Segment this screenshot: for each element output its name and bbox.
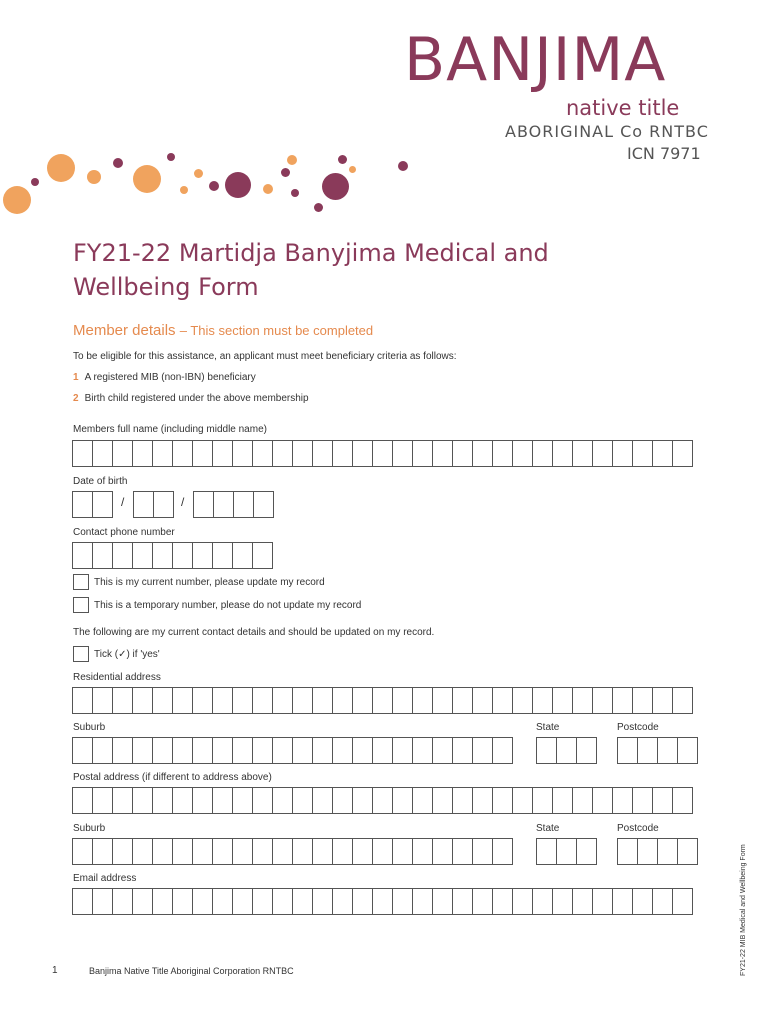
char-box[interactable]	[233, 787, 253, 814]
char-box[interactable]	[93, 687, 113, 714]
postal-postcode-field[interactable]	[617, 838, 698, 865]
char-box[interactable]	[353, 737, 373, 764]
char-box[interactable]	[353, 888, 373, 915]
char-box[interactable]	[373, 737, 393, 764]
char-box[interactable]	[134, 491, 154, 518]
char-box[interactable]	[413, 440, 433, 467]
char-box[interactable]	[313, 838, 333, 865]
char-box[interactable]	[613, 787, 633, 814]
dot	[263, 184, 273, 194]
criteria-number: 1	[73, 372, 79, 383]
char-box[interactable]	[618, 737, 638, 764]
char-box[interactable]	[153, 440, 173, 467]
char-box[interactable]	[234, 491, 254, 518]
char-box[interactable]	[493, 787, 513, 814]
char-box[interactable]	[373, 838, 393, 865]
char-box[interactable]	[653, 440, 673, 467]
full-name-field[interactable]	[72, 440, 693, 467]
char-box[interactable]	[213, 440, 233, 467]
char-box[interactable]	[193, 542, 213, 569]
char-box[interactable]	[473, 737, 493, 764]
char-box[interactable]	[673, 787, 693, 814]
char-box[interactable]	[253, 440, 273, 467]
dot	[167, 153, 175, 161]
char-box[interactable]	[573, 440, 593, 467]
logo-subtitle: native title	[566, 96, 680, 120]
char-box[interactable]	[433, 737, 453, 764]
char-box[interactable]	[313, 687, 333, 714]
residential-label: Residential address	[73, 672, 161, 683]
section-heading-sub: – This section must be completed	[179, 323, 374, 338]
char-box[interactable]	[213, 787, 233, 814]
char-box[interactable]	[73, 787, 93, 814]
char-box[interactable]	[413, 838, 433, 865]
char-box[interactable]	[353, 787, 373, 814]
char-box[interactable]	[154, 491, 174, 518]
char-box[interactable]	[537, 838, 557, 865]
char-box[interactable]	[553, 888, 573, 915]
char-box[interactable]	[93, 888, 113, 915]
dob-day-field[interactable]	[72, 491, 113, 518]
criteria-item	[73, 393, 309, 404]
email-field[interactable]	[72, 888, 693, 915]
char-box[interactable]	[653, 687, 673, 714]
char-box[interactable]	[433, 687, 453, 714]
char-box[interactable]	[453, 687, 473, 714]
phone-field[interactable]	[72, 542, 273, 569]
dob-separator: /	[121, 495, 125, 509]
char-box[interactable]	[193, 687, 213, 714]
form-title: FY21-22 Martidja Banyjima Medical and Wellbeing Form	[73, 239, 549, 301]
footer-organisation: Banjima Native Title Aboriginal Corporation RNTBC	[89, 966, 294, 976]
dot	[281, 168, 290, 177]
char-box[interactable]	[533, 440, 553, 467]
residential-suburb-field[interactable]	[72, 737, 513, 764]
char-box[interactable]	[393, 888, 413, 915]
char-box[interactable]	[413, 737, 433, 764]
temp-number-label: This is a temporary number, please do not update my record	[94, 600, 362, 611]
logo-organisation: ABORIGINAL Co RNTBC	[505, 122, 709, 141]
char-box[interactable]	[313, 440, 333, 467]
postal-address-field[interactable]	[72, 787, 693, 814]
residential-address-field[interactable]	[72, 687, 693, 714]
char-box[interactable]	[373, 787, 393, 814]
char-box[interactable]	[153, 888, 173, 915]
char-box[interactable]	[73, 491, 93, 518]
char-box[interactable]	[513, 787, 533, 814]
char-box[interactable]	[573, 888, 593, 915]
char-box[interactable]	[73, 737, 93, 764]
postal-suburb-field[interactable]	[72, 838, 513, 865]
state-label: State	[536, 722, 560, 733]
char-box[interactable]	[658, 737, 678, 764]
char-box[interactable]	[633, 440, 653, 467]
dot	[47, 154, 75, 182]
char-box[interactable]	[253, 737, 273, 764]
char-box[interactable]	[233, 737, 253, 764]
char-box[interactable]	[533, 687, 553, 714]
char-box[interactable]	[253, 888, 273, 915]
char-box[interactable]	[333, 687, 353, 714]
char-box[interactable]	[513, 888, 533, 915]
dot	[349, 166, 356, 173]
dot	[180, 186, 188, 194]
char-box[interactable]	[153, 838, 173, 865]
postal-suburb-label: Suburb	[73, 823, 106, 834]
char-box[interactable]	[673, 687, 693, 714]
char-box[interactable]	[613, 440, 633, 467]
char-box[interactable]	[173, 888, 193, 915]
char-box[interactable]	[453, 888, 473, 915]
char-box[interactable]	[333, 787, 353, 814]
char-box[interactable]	[293, 737, 313, 764]
char-box[interactable]	[313, 888, 333, 915]
char-box[interactable]	[133, 440, 153, 467]
char-box[interactable]	[473, 838, 493, 865]
char-box[interactable]	[593, 687, 613, 714]
char-box[interactable]	[173, 542, 193, 569]
char-box[interactable]	[513, 687, 533, 714]
char-box[interactable]	[194, 491, 214, 518]
char-box[interactable]	[113, 787, 133, 814]
char-box[interactable]	[413, 787, 433, 814]
criteria-text: A registered MIB (non-IBN) beneficiary	[84, 372, 256, 383]
criteria-item	[73, 372, 256, 383]
char-box[interactable]	[573, 687, 593, 714]
char-box[interactable]	[113, 737, 133, 764]
char-box[interactable]	[293, 838, 313, 865]
dot	[322, 173, 349, 200]
char-box[interactable]	[678, 838, 698, 865]
char-box[interactable]	[573, 787, 593, 814]
char-box[interactable]	[273, 838, 293, 865]
char-box[interactable]	[214, 491, 234, 518]
char-box[interactable]	[413, 687, 433, 714]
char-box[interactable]	[233, 838, 253, 865]
char-box[interactable]	[193, 440, 213, 467]
phone-label: Contact phone number	[73, 527, 175, 538]
char-box[interactable]	[433, 787, 453, 814]
char-box[interactable]	[113, 888, 133, 915]
char-box[interactable]	[173, 838, 193, 865]
char-box[interactable]	[633, 888, 653, 915]
char-box[interactable]	[393, 787, 413, 814]
dob-separator: /	[181, 495, 185, 509]
char-box[interactable]	[373, 440, 393, 467]
char-box[interactable]	[93, 491, 113, 518]
char-box[interactable]	[253, 787, 273, 814]
residential-postcode-field[interactable]	[617, 737, 698, 764]
char-box[interactable]	[193, 888, 213, 915]
char-box[interactable]	[273, 737, 293, 764]
char-box[interactable]	[213, 888, 233, 915]
char-box[interactable]	[273, 440, 293, 467]
char-box[interactable]	[473, 787, 493, 814]
postal-state-label: State	[536, 823, 560, 834]
char-box[interactable]	[273, 888, 293, 915]
char-box[interactable]	[653, 888, 673, 915]
dot	[338, 155, 347, 164]
char-box[interactable]	[393, 687, 413, 714]
char-box[interactable]	[113, 687, 133, 714]
char-box[interactable]	[433, 838, 453, 865]
char-box[interactable]	[553, 440, 573, 467]
char-box[interactable]	[153, 687, 173, 714]
char-box[interactable]	[193, 787, 213, 814]
suburb-label: Suburb	[73, 722, 106, 733]
char-box[interactable]	[173, 787, 193, 814]
char-box[interactable]	[133, 838, 153, 865]
char-box[interactable]	[93, 542, 113, 569]
dot	[113, 158, 123, 168]
dob-year-field[interactable]	[193, 491, 274, 518]
dot	[194, 169, 203, 178]
temp-number-checkbox[interactable]	[73, 597, 89, 613]
criteria-text: Birth child registered under the above membership	[84, 393, 309, 404]
char-box[interactable]	[393, 838, 413, 865]
char-box[interactable]	[453, 737, 473, 764]
char-box[interactable]	[493, 838, 513, 865]
char-box[interactable]	[213, 687, 233, 714]
current-number-checkbox[interactable]	[73, 574, 89, 590]
char-box[interactable]	[673, 440, 693, 467]
char-box[interactable]	[613, 687, 633, 714]
char-box[interactable]	[173, 737, 193, 764]
char-box[interactable]	[133, 542, 153, 569]
char-box[interactable]	[333, 440, 353, 467]
char-box[interactable]	[453, 787, 473, 814]
char-box[interactable]	[613, 888, 633, 915]
char-box[interactable]	[618, 838, 638, 865]
contact-details-checkbox[interactable]	[73, 646, 89, 662]
dot	[87, 170, 101, 184]
char-box[interactable]	[213, 542, 233, 569]
char-box[interactable]	[493, 737, 513, 764]
section-heading	[73, 322, 373, 339]
char-box[interactable]	[73, 838, 93, 865]
char-box[interactable]	[577, 838, 597, 865]
char-box[interactable]	[533, 888, 553, 915]
char-box[interactable]	[557, 737, 577, 764]
dot	[287, 155, 297, 165]
char-box[interactable]	[253, 542, 273, 569]
page-number: 1	[52, 965, 58, 976]
char-box[interactable]	[473, 440, 493, 467]
dot	[314, 203, 323, 212]
char-box[interactable]	[73, 542, 93, 569]
dot	[31, 178, 39, 186]
char-box[interactable]	[173, 440, 193, 467]
char-box[interactable]	[133, 687, 153, 714]
char-box[interactable]	[638, 838, 658, 865]
char-box[interactable]	[333, 737, 353, 764]
side-form-name: FY21-22 MIB Medical and Wellbeing Form	[740, 844, 747, 976]
char-box[interactable]	[273, 687, 293, 714]
char-box[interactable]	[213, 838, 233, 865]
eligibility-intro: To be eligible for this assistance, an applicant must meet beneficiary criteria as follows:	[73, 351, 457, 362]
dot	[225, 172, 251, 198]
char-box[interactable]	[553, 787, 573, 814]
char-box[interactable]	[233, 440, 253, 467]
char-box[interactable]	[493, 687, 513, 714]
char-box[interactable]	[253, 687, 273, 714]
postal-state-field[interactable]	[536, 838, 597, 865]
char-box[interactable]	[213, 737, 233, 764]
char-box[interactable]	[653, 787, 673, 814]
logo-icn: ICN 7971	[627, 144, 701, 163]
char-box[interactable]	[658, 838, 678, 865]
char-box[interactable]	[673, 888, 693, 915]
char-box[interactable]	[373, 888, 393, 915]
char-box[interactable]	[313, 737, 333, 764]
dot	[133, 165, 161, 193]
dot	[209, 181, 219, 191]
char-box[interactable]	[173, 687, 193, 714]
char-box[interactable]	[638, 737, 658, 764]
char-box[interactable]	[233, 687, 253, 714]
char-box[interactable]	[133, 787, 153, 814]
dob-month-field[interactable]	[133, 491, 174, 518]
char-box[interactable]	[353, 687, 373, 714]
char-box[interactable]	[533, 787, 553, 814]
char-box[interactable]	[293, 787, 313, 814]
char-box[interactable]	[393, 440, 413, 467]
char-box[interactable]	[493, 888, 513, 915]
char-box[interactable]	[633, 687, 653, 714]
full-name-label: Members full name (including middle name)	[73, 424, 267, 435]
char-box[interactable]	[557, 838, 577, 865]
char-box[interactable]	[453, 440, 473, 467]
char-box[interactable]	[513, 440, 533, 467]
char-box[interactable]	[153, 737, 173, 764]
char-box[interactable]	[233, 542, 253, 569]
char-box[interactable]	[133, 737, 153, 764]
char-box[interactable]	[373, 687, 393, 714]
char-box[interactable]	[193, 737, 213, 764]
postal-label: Postal address (if different to address above)	[73, 772, 272, 783]
char-box[interactable]	[93, 838, 113, 865]
char-box[interactable]	[254, 491, 274, 518]
dot	[398, 161, 408, 171]
char-box[interactable]	[113, 542, 133, 569]
char-box[interactable]	[473, 687, 493, 714]
tick-yes-label: Tick (✓) if 'yes'	[94, 649, 160, 660]
char-box[interactable]	[253, 838, 273, 865]
char-box[interactable]	[433, 888, 453, 915]
char-box[interactable]	[353, 838, 373, 865]
char-box[interactable]	[153, 542, 173, 569]
section-heading-main: Member details	[73, 322, 176, 339]
logo-wordmark: BANJIMA	[404, 25, 667, 95]
current-number-label: This is my current number, please update my record	[94, 577, 325, 588]
char-box[interactable]	[153, 787, 173, 814]
criteria-number: 2	[73, 393, 79, 404]
char-box[interactable]	[553, 687, 573, 714]
char-box[interactable]	[93, 737, 113, 764]
char-box[interactable]	[293, 888, 313, 915]
char-box[interactable]	[333, 888, 353, 915]
char-box[interactable]	[593, 440, 613, 467]
residential-state-field[interactable]	[536, 737, 597, 764]
char-box[interactable]	[113, 440, 133, 467]
char-box[interactable]	[273, 787, 293, 814]
char-box[interactable]	[193, 838, 213, 865]
char-box[interactable]	[593, 787, 613, 814]
char-box[interactable]	[453, 838, 473, 865]
char-box[interactable]	[73, 687, 93, 714]
char-box[interactable]	[113, 838, 133, 865]
char-box[interactable]	[73, 888, 93, 915]
contact-details-text: The following are my current contact details and should be updated on my record.	[73, 627, 435, 638]
dot	[3, 186, 31, 214]
char-box[interactable]	[93, 440, 113, 467]
email-label: Email address	[73, 873, 137, 884]
char-box[interactable]	[577, 737, 597, 764]
char-box[interactable]	[537, 737, 557, 764]
char-box[interactable]	[633, 787, 653, 814]
char-box[interactable]	[313, 787, 333, 814]
char-box[interactable]	[333, 838, 353, 865]
char-box[interactable]	[473, 888, 493, 915]
char-box[interactable]	[678, 737, 698, 764]
dot	[291, 189, 299, 197]
char-box[interactable]	[413, 888, 433, 915]
char-box[interactable]	[93, 787, 113, 814]
char-box[interactable]	[353, 440, 373, 467]
char-box[interactable]	[293, 440, 313, 467]
char-box[interactable]	[593, 888, 613, 915]
dob-label: Date of birth	[73, 476, 128, 487]
char-box[interactable]	[233, 888, 253, 915]
char-box[interactable]	[433, 440, 453, 467]
postcode-label: Postcode	[617, 722, 659, 733]
char-box[interactable]	[393, 737, 413, 764]
postal-postcode-label: Postcode	[617, 823, 659, 834]
char-box[interactable]	[73, 440, 93, 467]
char-box[interactable]	[133, 888, 153, 915]
char-box[interactable]	[493, 440, 513, 467]
char-box[interactable]	[293, 687, 313, 714]
